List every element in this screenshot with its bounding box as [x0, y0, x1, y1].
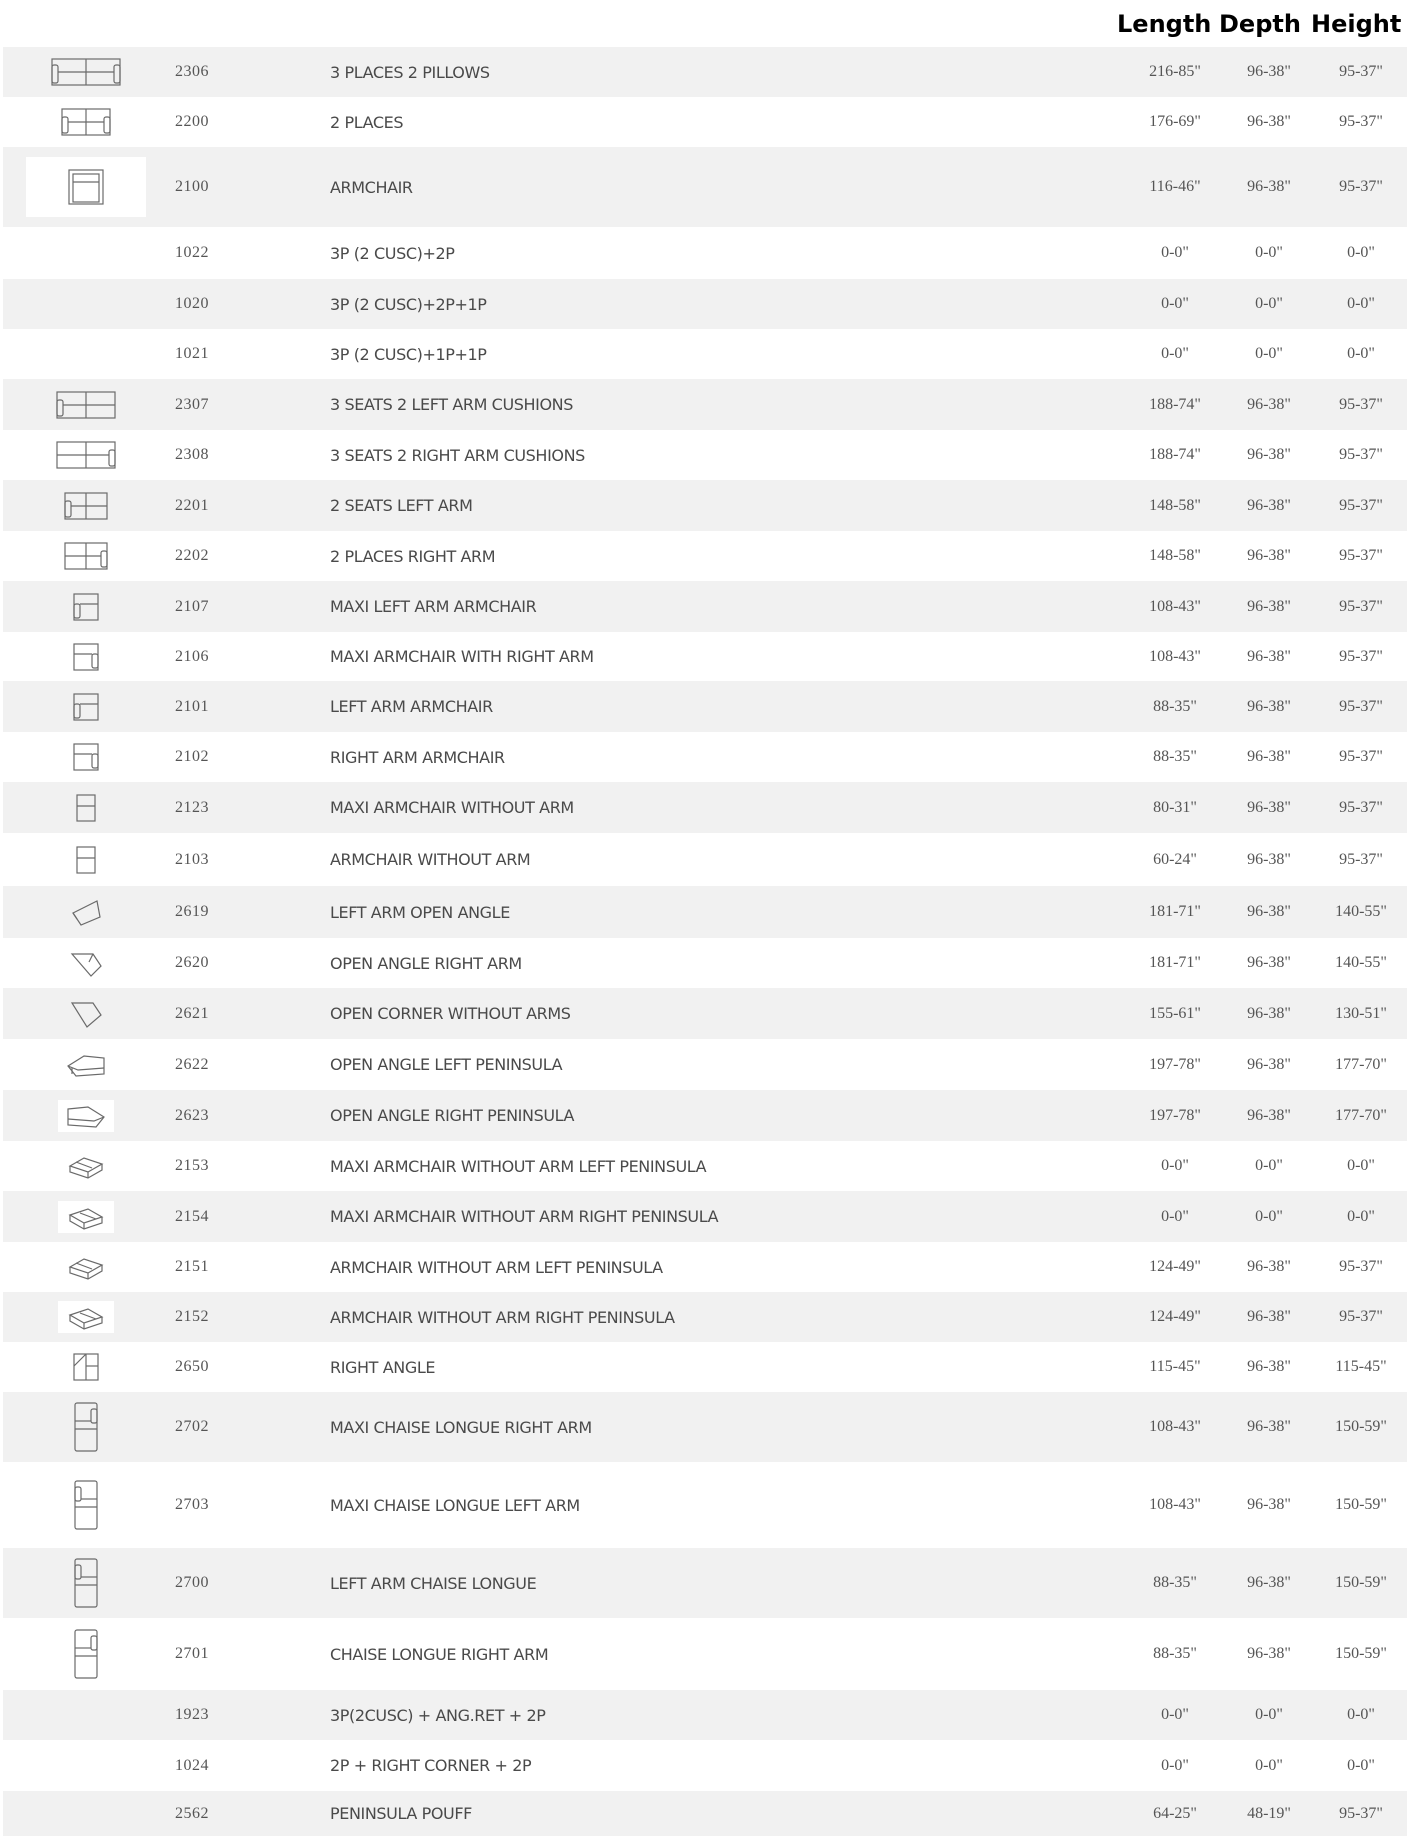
table-row: [3, 379, 1407, 430]
product-code: 2308: [175, 446, 209, 463]
depth-value: 96-38": [1247, 1106, 1291, 1124]
length-value: 108-43": [1149, 597, 1201, 615]
sofa-2-seat-icon: [61, 107, 111, 137]
length-value: 0-0": [1161, 1207, 1189, 1225]
product-code: 2153: [175, 1157, 209, 1174]
length-value: 0-0": [1161, 1157, 1189, 1174]
product-code: 2123: [175, 798, 209, 816]
loveseat-right-arm-icon: [64, 541, 108, 571]
table-row: [3, 782, 1407, 833]
product-code: 2621: [175, 1004, 209, 1022]
product-name: 3 SEATS 2 LEFT ARM CUSHIONS: [330, 395, 573, 414]
product-name: 2P + RIGHT CORNER + 2P: [330, 1756, 532, 1775]
chaise-right-arm-icon: [73, 1628, 99, 1680]
chair-no-arm-icon: [75, 793, 97, 823]
product-name: 3 PLACES 2 PILLOWS: [330, 62, 490, 82]
header-length: Length: [1117, 10, 1212, 38]
height-value: 95-37": [1339, 748, 1383, 765]
chaise-right-arm-icon: [73, 1401, 99, 1453]
table-row: [3, 1242, 1407, 1292]
product-name: 3P(2CUSC) + ANG.RET + 2P: [330, 1705, 546, 1725]
height-value: 0-0": [1347, 1207, 1375, 1225]
height-value: 150-59": [1335, 1496, 1387, 1513]
row-icon-cell: [25, 1141, 147, 1191]
depth-value: 96-38": [1247, 798, 1291, 816]
chair-right-arm-icon: [72, 642, 100, 672]
product-code: 1024: [175, 1756, 209, 1774]
row-icon-cell: [25, 1039, 147, 1090]
height-value: 150-59": [1335, 1574, 1387, 1591]
open-angle-left-icon: [69, 897, 103, 927]
height-value: 95-37": [1339, 647, 1383, 665]
product-name: ARMCHAIR: [330, 177, 413, 197]
product-name: 2 SEATS LEFT ARM: [330, 496, 473, 515]
product-code: 2152: [175, 1308, 209, 1325]
product-code: 1020: [175, 295, 209, 312]
length-value: 124-49": [1149, 1308, 1201, 1325]
depth-value: 96-38": [1247, 647, 1291, 665]
product-name: MAXI ARMCHAIR WITHOUT ARM RIGHT PENINSULA: [330, 1207, 719, 1226]
height-value: 95-37": [1339, 178, 1383, 195]
row-icon-cell: [25, 732, 147, 782]
product-name: 3P (2 CUSC)+2P: [330, 243, 455, 263]
depth-value: 96-38": [1247, 113, 1291, 130]
product-name: CHAISE LONGUE RIGHT ARM: [330, 1644, 549, 1664]
table-row: [3, 227, 1407, 279]
product-code: 2107: [175, 597, 209, 615]
row-icon-cell: [25, 147, 147, 227]
loveseat-left-arm-icon: [64, 491, 108, 521]
chair-peninsula-left-icon: [66, 1152, 106, 1180]
product-code: 2700: [175, 1574, 209, 1591]
length-value: 148-58": [1149, 547, 1201, 564]
product-name: OPEN ANGLE RIGHT PENINSULA: [330, 1106, 575, 1125]
chair-no-arm-icon: [75, 845, 97, 875]
row-icon-cell: [25, 1690, 147, 1740]
depth-value: 96-38": [1247, 547, 1291, 564]
length-value: 116-46": [1149, 178, 1201, 195]
product-name: OPEN ANGLE LEFT PENINSULA: [330, 1055, 563, 1074]
table-row: [3, 430, 1407, 480]
product-code: 2623: [175, 1106, 209, 1124]
row-icon-cell: [25, 430, 147, 480]
table-row: [3, 833, 1407, 886]
height-value: 0-0": [1347, 1756, 1375, 1774]
length-value: 188-74": [1149, 446, 1201, 463]
height-value: 140-55": [1335, 954, 1387, 971]
depth-value: 96-38": [1247, 954, 1291, 971]
length-value: 115-45": [1149, 1358, 1201, 1375]
row-icon-cell: [25, 782, 147, 833]
product-name: MAXI CHAISE LONGUE RIGHT ARM: [330, 1417, 592, 1437]
height-value: 130-51": [1335, 1004, 1387, 1022]
row-icon-cell: [25, 480, 147, 531]
product-name: 2 PLACES: [330, 112, 404, 132]
height-value: 95-37": [1339, 496, 1383, 514]
row-icon-cell: [25, 1342, 147, 1392]
product-name: LEFT ARM ARMCHAIR: [330, 697, 493, 716]
table-row: [3, 732, 1407, 782]
row-icon-cell: [25, 1090, 147, 1141]
row-icon-cell: [25, 1791, 147, 1836]
product-code: 2151: [175, 1258, 209, 1275]
table-header: [0, 0, 1414, 46]
depth-value: 96-38": [1247, 748, 1291, 765]
length-value: 197-78": [1149, 1055, 1201, 1073]
length-value: 88-35": [1153, 1574, 1197, 1591]
depth-value: 96-38": [1247, 1004, 1291, 1022]
length-value: 197-78": [1149, 1106, 1201, 1124]
depth-value: 96-38": [1247, 496, 1291, 514]
depth-value: 96-38": [1247, 395, 1291, 413]
product-name: RIGHT ANGLE: [330, 1357, 436, 1377]
table-row: [3, 480, 1407, 531]
armchair-icon: [26, 157, 146, 217]
product-code: 2620: [175, 954, 209, 971]
row-icon-cell: [25, 681, 147, 732]
table-row: [3, 1090, 1407, 1141]
chair-peninsula-right-icon: [58, 1301, 114, 1333]
row-icon-cell: [25, 988, 147, 1039]
table-row: [3, 147, 1407, 227]
row-icon-cell: [25, 1462, 147, 1548]
depth-value: 96-38": [1247, 903, 1291, 920]
height-value: 95-37": [1339, 597, 1383, 615]
row-icon-cell: [25, 886, 147, 938]
row-icon-cell: [25, 97, 147, 147]
table-row: [3, 1191, 1407, 1242]
table-row: [3, 1292, 1407, 1342]
row-icon-cell: [25, 47, 147, 97]
row-icon-cell: [25, 1618, 147, 1690]
table-row: [3, 97, 1407, 147]
row-icon-cell: [25, 938, 147, 988]
depth-value: 96-38": [1247, 597, 1291, 615]
depth-value: 96-38": [1247, 1055, 1291, 1073]
depth-value: 0-0": [1255, 1207, 1283, 1225]
product-name: ARMCHAIR WITHOUT ARM RIGHT PENINSULA: [330, 1307, 675, 1327]
product-code: 2619: [175, 903, 209, 920]
height-value: 0-0": [1347, 295, 1375, 312]
length-value: 181-71": [1149, 954, 1201, 971]
chair-peninsula-right-icon: [58, 1201, 114, 1233]
height-value: 95-37": [1339, 395, 1383, 413]
depth-value: 0-0": [1255, 244, 1283, 261]
height-value: 0-0": [1347, 1706, 1375, 1723]
length-value: 108-43": [1149, 1418, 1201, 1435]
product-code: 2106: [175, 647, 209, 665]
depth-value: 96-38": [1247, 850, 1291, 868]
table-row: [3, 329, 1407, 379]
length-value: 88-35": [1153, 1645, 1197, 1662]
chaise-left-arm-icon: [73, 1557, 99, 1609]
length-value: 0-0": [1161, 244, 1189, 261]
product-code: 2202: [175, 547, 209, 564]
height-value: 115-45": [1335, 1358, 1387, 1375]
product-code: 2650: [175, 1358, 209, 1375]
table-row: [3, 1548, 1407, 1618]
product-name: PENINSULA POUFF: [330, 1804, 472, 1823]
row-icon-cell: [25, 531, 147, 581]
length-value: 0-0": [1161, 345, 1189, 362]
chair-peninsula-left-icon: [66, 1253, 106, 1281]
height-value: 0-0": [1347, 1157, 1375, 1174]
row-icon-cell: [25, 581, 147, 632]
length-value: 181-71": [1149, 903, 1201, 920]
length-value: 188-74": [1149, 395, 1201, 413]
table-row: [3, 1690, 1407, 1740]
product-name: MAXI ARMCHAIR WITHOUT ARM LEFT PENINSULA: [330, 1156, 707, 1176]
height-value: 95-37": [1339, 697, 1383, 715]
product-name: 3P (2 CUSC)+1P+1P: [330, 344, 487, 364]
open-corner-icon: [69, 999, 103, 1029]
product-name: LEFT ARM OPEN ANGLE: [330, 902, 510, 922]
product-code: 1022: [175, 244, 209, 261]
product-name: MAXI ARMCHAIR WITH RIGHT ARM: [330, 647, 594, 666]
row-icon-cell: [25, 632, 147, 681]
table-row: [3, 988, 1407, 1039]
product-name: OPEN ANGLE RIGHT ARM: [330, 953, 522, 973]
row-icon-cell: [25, 833, 147, 886]
table-row: [3, 1462, 1407, 1548]
length-value: 216-85": [1149, 63, 1201, 80]
product-code: 2102: [175, 748, 209, 765]
height-value: 95-37": [1339, 798, 1383, 816]
depth-value: 96-38": [1247, 697, 1291, 715]
table-row: [3, 531, 1407, 581]
table-row: [3, 279, 1407, 329]
product-code: 2154: [175, 1207, 209, 1225]
product-code: 2702: [175, 1418, 209, 1435]
table-row: [3, 1740, 1407, 1791]
sofa-3-seat-icon: [51, 57, 121, 87]
row-icon-cell: [25, 329, 147, 379]
product-code: 2100: [175, 178, 209, 195]
sofa-left-arm-icon: [56, 390, 116, 420]
table-row: [3, 1791, 1407, 1836]
length-value: 80-31": [1153, 798, 1197, 816]
depth-value: 0-0": [1255, 295, 1283, 312]
length-value: 108-43": [1149, 1496, 1201, 1513]
depth-value: 0-0": [1255, 1706, 1283, 1723]
row-icon-cell: [25, 1548, 147, 1618]
product-code: 2201: [175, 496, 209, 514]
length-value: 88-35": [1153, 697, 1197, 715]
row-icon-cell: [25, 279, 147, 329]
product-name: ARMCHAIR WITHOUT ARM LEFT PENINSULA: [330, 1257, 663, 1277]
header-depth: Depth: [1219, 10, 1301, 38]
depth-value: 96-38": [1247, 1308, 1291, 1325]
product-code: 2101: [175, 697, 209, 715]
depth-value: 96-38": [1247, 178, 1291, 195]
table-row: [3, 681, 1407, 732]
height-value: 95-37": [1339, 547, 1383, 564]
product-code: 2306: [175, 63, 209, 80]
table-row: [3, 47, 1407, 97]
depth-value: 96-38": [1247, 1358, 1291, 1375]
length-value: 176-69": [1149, 113, 1201, 130]
length-value: 0-0": [1161, 1756, 1189, 1774]
row-icon-cell: [25, 1740, 147, 1791]
depth-value: 96-38": [1247, 446, 1291, 463]
product-name: MAXI LEFT ARM ARMCHAIR: [330, 597, 537, 616]
product-code: 2562: [175, 1804, 209, 1822]
header-height: Height: [1311, 10, 1402, 38]
product-code: 2200: [175, 113, 209, 130]
length-value: 60-24": [1153, 850, 1197, 868]
depth-value: 0-0": [1255, 1157, 1283, 1174]
height-value: 95-37": [1339, 1308, 1383, 1325]
table-row: [3, 886, 1407, 938]
height-value: 95-37": [1339, 850, 1383, 868]
peninsula-right-icon: [58, 1100, 114, 1132]
height-value: 95-37": [1339, 63, 1383, 80]
row-icon-cell: [25, 1191, 147, 1242]
table-row: [3, 1342, 1407, 1392]
height-value: 150-59": [1335, 1418, 1387, 1435]
depth-value: 96-38": [1247, 1258, 1291, 1275]
row-icon-cell: [25, 227, 147, 279]
length-value: 124-49": [1149, 1258, 1201, 1275]
product-name: OPEN CORNER WITHOUT ARMS: [330, 1004, 571, 1023]
height-value: 140-55": [1335, 903, 1387, 920]
height-value: 95-37": [1339, 446, 1383, 463]
peninsula-left-icon: [64, 1050, 108, 1080]
height-value: 0-0": [1347, 244, 1375, 261]
depth-value: 96-38": [1247, 1574, 1291, 1591]
length-value: 0-0": [1161, 295, 1189, 312]
row-icon-cell: [25, 1242, 147, 1292]
depth-value: 0-0": [1255, 345, 1283, 362]
depth-value: 48-19": [1247, 1804, 1291, 1822]
right-angle-icon: [72, 1352, 100, 1382]
length-value: 148-58": [1149, 496, 1201, 514]
sofa-right-arm-icon: [56, 440, 116, 470]
table-row: [3, 1392, 1407, 1462]
product-name: MAXI ARMCHAIR WITHOUT ARM: [330, 798, 574, 817]
depth-value: 96-38": [1247, 1496, 1291, 1513]
table-row: [3, 1039, 1407, 1090]
height-value: 177-70": [1335, 1106, 1387, 1124]
table-row: [3, 1141, 1407, 1191]
product-name: 3P (2 CUSC)+2P+1P: [330, 294, 487, 314]
chair-left-arm-icon: [72, 592, 100, 622]
product-name: 2 PLACES RIGHT ARM: [330, 546, 496, 566]
height-value: 95-37": [1339, 1258, 1383, 1275]
product-code: 1923: [175, 1706, 209, 1723]
length-value: 108-43": [1149, 647, 1201, 665]
height-value: 150-59": [1335, 1645, 1387, 1662]
depth-value: 96-38": [1247, 1645, 1291, 1662]
height-value: 0-0": [1347, 345, 1375, 362]
product-code: 2701: [175, 1645, 209, 1662]
length-value: 155-61": [1149, 1004, 1201, 1022]
length-value: 64-25": [1153, 1804, 1197, 1822]
product-code: 2307: [175, 395, 209, 413]
length-value: 88-35": [1153, 748, 1197, 765]
height-value: 95-37": [1339, 1804, 1383, 1822]
depth-value: 96-38": [1247, 63, 1291, 80]
length-value: 0-0": [1161, 1706, 1189, 1723]
chaise-left-arm-icon: [73, 1479, 99, 1531]
depth-value: 96-38": [1247, 1418, 1291, 1435]
product-code: 2703: [175, 1496, 209, 1513]
product-name: MAXI CHAISE LONGUE LEFT ARM: [330, 1495, 580, 1515]
depth-value: 0-0": [1255, 1756, 1283, 1774]
row-icon-cell: [25, 379, 147, 430]
product-name: RIGHT ARM ARMCHAIR: [330, 747, 505, 767]
product-code: 1021: [175, 345, 209, 362]
chair-right-arm-icon: [72, 742, 100, 772]
height-value: 95-37": [1339, 113, 1383, 130]
product-name: 3 SEATS 2 RIGHT ARM CUSHIONS: [330, 445, 585, 465]
open-angle-right-icon: [69, 948, 103, 978]
row-icon-cell: [25, 1392, 147, 1462]
chair-left-arm-icon: [72, 692, 100, 722]
product-name: ARMCHAIR WITHOUT ARM: [330, 850, 531, 869]
table-row: [3, 938, 1407, 988]
table-row: [3, 581, 1407, 632]
table-row: [3, 1618, 1407, 1690]
row-icon-cell: [25, 1292, 147, 1342]
table-row: [3, 632, 1407, 681]
product-code: 2103: [175, 850, 209, 868]
product-code: 2622: [175, 1055, 209, 1073]
product-name: LEFT ARM CHAISE LONGUE: [330, 1573, 537, 1593]
height-value: 177-70": [1335, 1055, 1387, 1073]
